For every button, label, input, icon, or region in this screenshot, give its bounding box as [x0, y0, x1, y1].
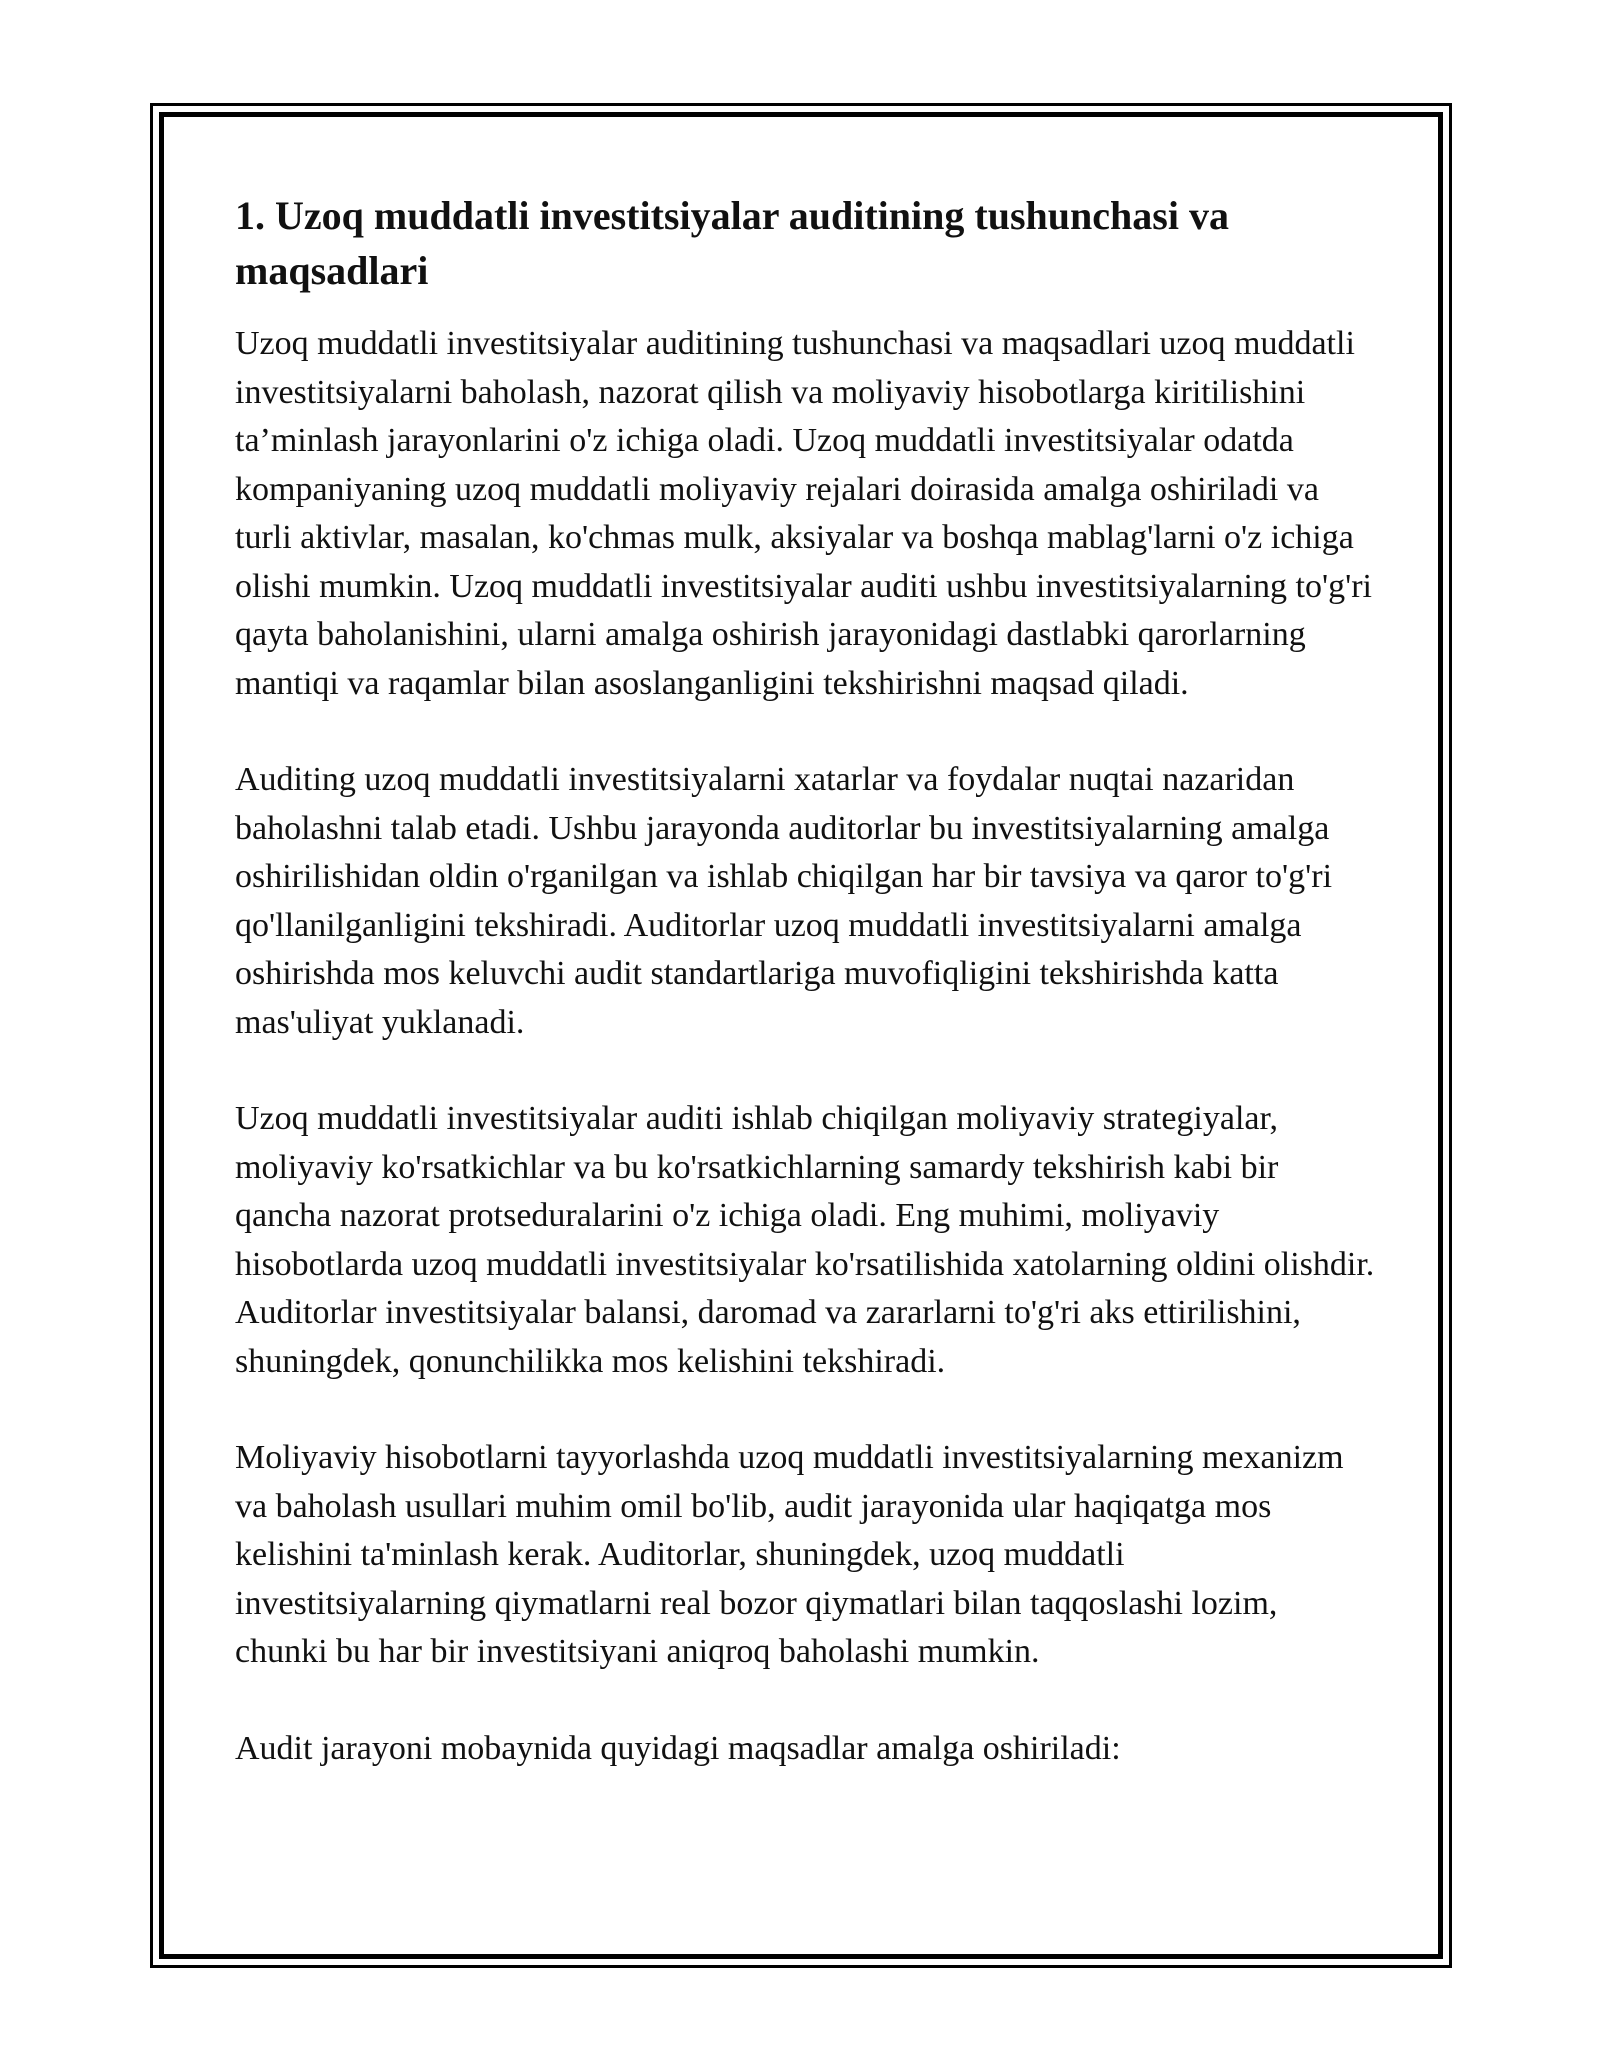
paragraph-3: Uzoq muddatli investitsiyalar auditi ishlab chiqilgan moliyaviy strategiyalar, moliyaviy ko'rsatkichlar va bu ko'rsatkichlarning samardy tekshirish kabi bir qancha nazorat protseduralarini o'z ichiga oladi. Eng muhimi, moliyaviy hisobotlarda uzoq muddatli investitsiyalar ko'rsatilishida xatolarning oldini olishdir. Auditorlar investitsiyalar balansi, daromad va zararlarni to'g'ri aks ettirilishini, shuningdek, qonunchilikka mos kelishini tekshiradi.: [235, 1100, 1375, 1380]
section-heading: 1. Uzoq muddatli investitsiyalar auditining tushunchasi va maqsadlari: [235, 193, 1229, 293]
paragraph-4: Moliyaviy hisobotlarni tayyorlashda uzoq muddatli investitsiyalarning mexanizm va baholash usullari muhim omil bo'lib, audit jarayonida ular haqiqatga mos kelishini ta'minlash kerak. Auditorlar, shuningdek, uzoq muddatli investitsiyalarning qiymatlarni real bozor qiymatlari bilan taqqoslashi lozim, chunki bu har bir investitsiyani aniqroq baholashi mumkin.: [235, 1439, 1344, 1670]
paragraph-5: Audit jarayoni mobaynida quyidagi maqsadlar amalga oshiriladi:: [235, 1729, 1121, 1767]
paragraph-2: Auditing uzoq muddatli investitsiyalarni xatarlar va foydalar nuqtai nazaridan baholashni talab etadi. Ushbu jarayonda auditorlar bu investitsiyalarning amalga oshirilishidan oldin o'rganilgan va ishlab chiqilgan har bir tavsiya va qaror to'g'ri qo'llanilganligini tekshiradi. Auditorlar uzoq muddatli investitsiyalarni amalga oshirishda mos keluvchi audit standartlariga muvofiqligini tekshirishda katta mas'uliyat yuklanadi.: [235, 761, 1333, 1041]
document-body: [235, 188, 1375, 1773]
paragraph-1: Uzoq muddatli investitsiyalar auditining tushunchasi va maqsadlari uzoq muddatli investitsiyalarni baholash, nazorat qilish va moliyaviy hisobotlarga kiritilishini ta’minlash jarayonlarini o'z ichiga oladi. Uzoq muddatli investitsiyalar odatda kompaniyaning uzoq muddatli moliyaviy rejalari doirasida amalga oshiriladi va turli aktivlar, masalan, ko'chmas mulk, aksiyalar va boshqa mablag'larni o'z ichiga olishi mumkin. Uzoq muddatli investitsiyalar auditi ushbu investitsiyalarning to'g'ri qayta baholanishini, ularni amalga oshirish jarayonidagi dastlabki qarorlarning mantiqi va raqamlar bilan asoslanganligini tekshirishni maqsad qiladi.: [235, 325, 1372, 702]
